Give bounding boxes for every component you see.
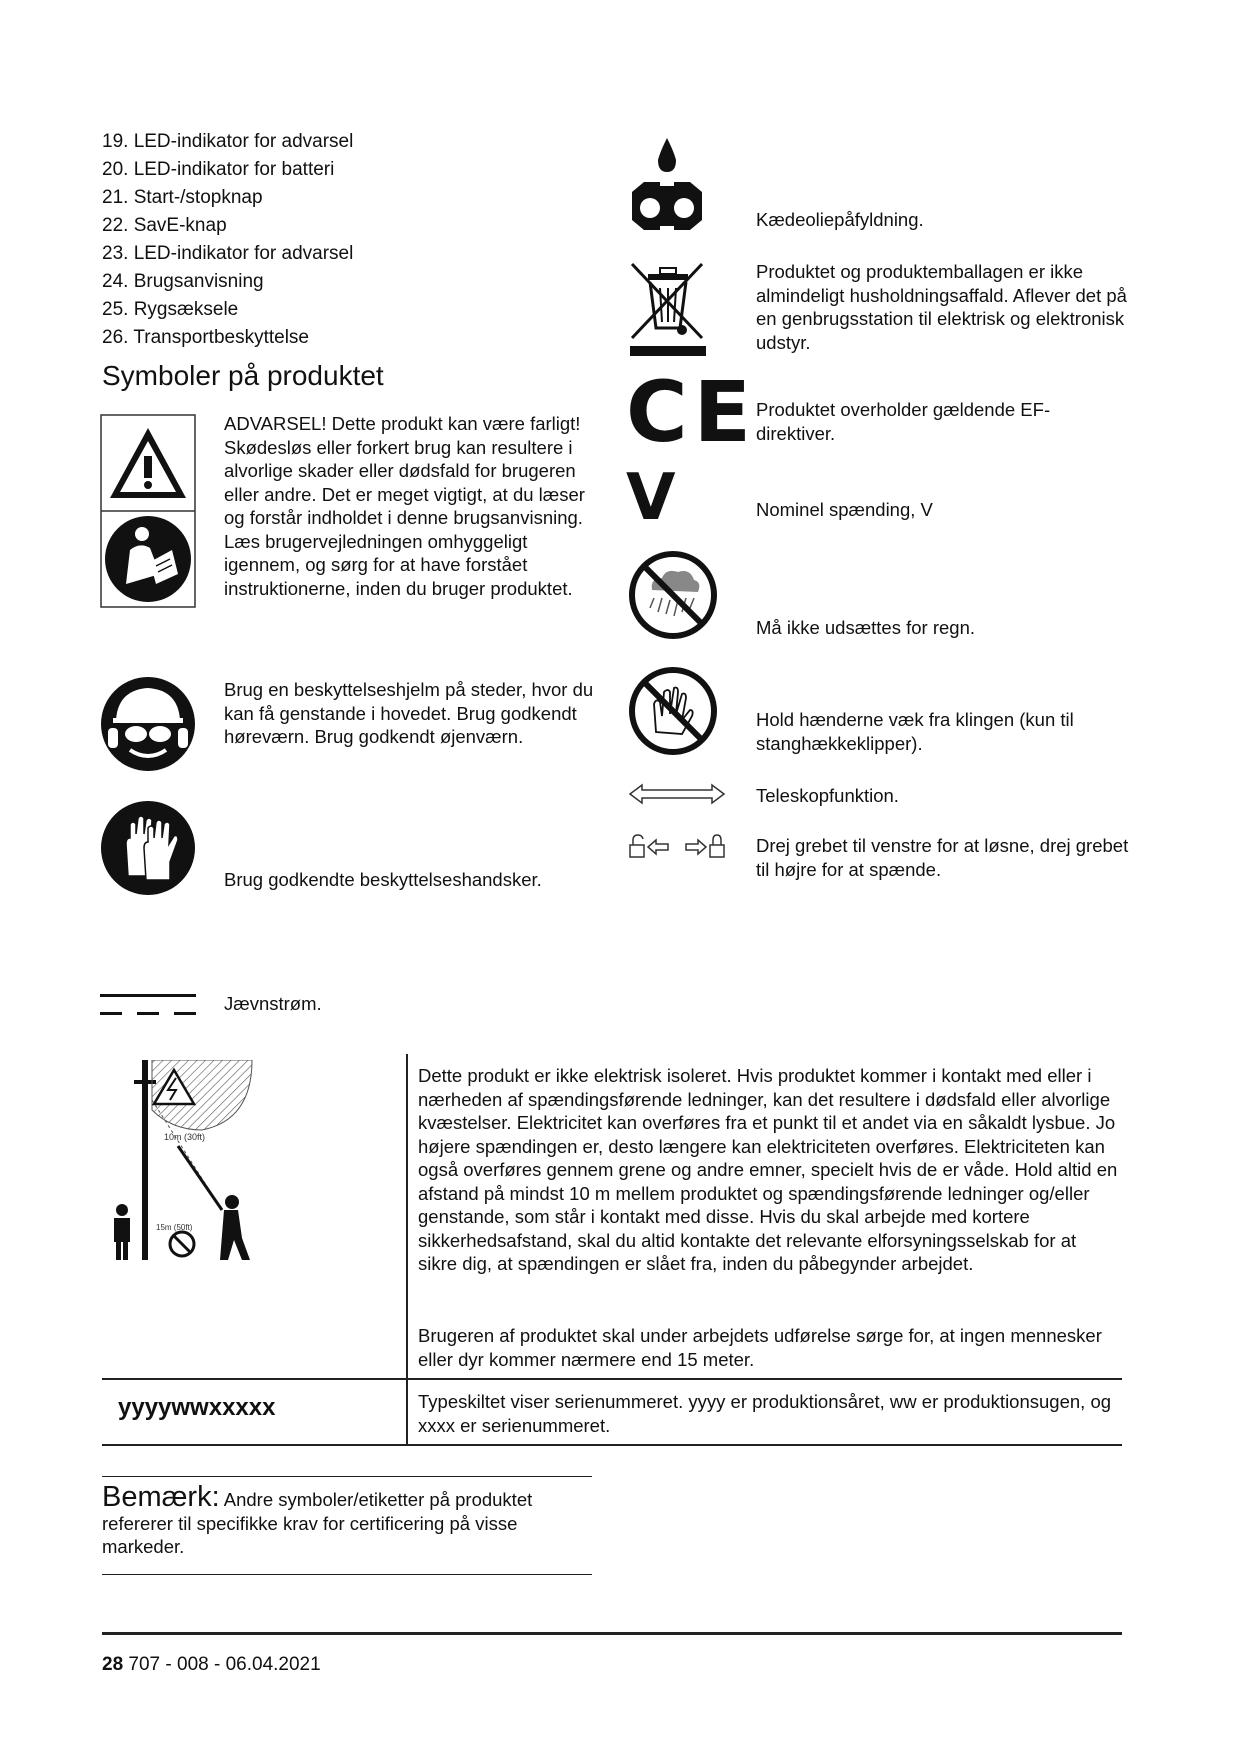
- page-number: 28: [102, 1654, 124, 1675]
- warning-text: ADVARSEL! Dette produkt kan være farligt! Skødesløs eller forkert brug kan resultere i alvorlige skader eller dødsfald for brugeren eller andre. Det er meget vigtigt, at du læser og forstår indholdet i denne brugsanvisning. Læs brugervejledningen omhyggeligt igennem, og sørg for at have forstået instruktionerne, inden du bruger produktet.: [224, 413, 585, 599]
- gloves-icon: [100, 800, 196, 896]
- list-item: 22. SavE-knap: [102, 215, 227, 236]
- footer: [102, 1654, 321, 1676]
- note: [102, 1481, 582, 1559]
- helmet-text: Brug en beskyttelseshjelm på steder, hvor du kan få genstande i hovedet. Brug godkendt høreværn. Brug godkendt øjenværn.: [224, 679, 594, 747]
- far-distance-label: 15m (50ft): [156, 1223, 193, 1232]
- warning-manual-icon-box: [100, 414, 196, 608]
- list-item: 20. LED-indikator for batteri: [102, 159, 335, 180]
- twist-text: Drej grebet til venstre for at løsne, drej grebet til højre for at spænde.: [756, 835, 1129, 880]
- power-line-distance-icon: [112, 1060, 262, 1260]
- weee-text: Produktet og produktemballagen er ikke almindeligt husholdningsaffald. Aflever det på en genbrugsstation til elektrisk og elektronisk udstyr.: [756, 261, 1127, 353]
- list-item: 21. Start-/stopknap: [102, 187, 263, 208]
- hands-text: Hold hænderne væk fra klingen (kun til stanghækkeklipper).: [756, 709, 1074, 754]
- list-item: 26. Transportbeskyttelse: [102, 327, 309, 348]
- serial-code: yyyywwxxxxx: [118, 1394, 276, 1421]
- list-item: 24. Brugsanvisning: [102, 271, 264, 292]
- helmet-earmuff-goggles-icon: [100, 676, 196, 772]
- dc-text: Jævnstrøm.: [224, 993, 322, 1014]
- section-title: Symboler på produktet: [102, 360, 384, 391]
- no-hands-blade-icon: [628, 666, 718, 756]
- chain-oil-icon: [626, 138, 708, 234]
- table-divider: [102, 1444, 1122, 1446]
- weee-bin-icon: [626, 258, 708, 358]
- note-rule-bottom: [102, 1574, 592, 1575]
- note-rule-top: [102, 1476, 592, 1477]
- no-rain-icon: [628, 550, 718, 640]
- electric-warning-text: Dette produkt er ikke elektrisk isoleret. Hvis produktet kommer i kontakt med eller i nærheden af spændingsførende ledninger, kan det resultere i dødsfald eller alvorlige kvæstelser. Elektricitet kan overføres fra et punkt til et andet via en såkaldt lysbue. Jo højere spændingen er, desto længere kan elektriciteten overføres. Elektriciteten kan også overføres gennem grene og andre emner, specielt hvis de er våde. Hold altid en afstand på mindst 10 m mellem produktet og spændingsførende ledninger og/eller genstande, som står i kontakt med disse. Hvis du skal arbejde med kortere sikkerhedsafstand, skal du altid kontakte det relevante elforsyningsselskab for at sikre dig, at spændingen er slået fra, inden du påbegynder arbejdet.: [418, 1065, 1118, 1274]
- list-item: 19. LED-indikator for advarsel: [102, 131, 354, 152]
- chain-oil-text: Kædeoliepåfyldning.: [756, 209, 924, 230]
- direct-current-icon: [100, 990, 196, 1020]
- gloves-text: Brug godkendte beskyttelseshandsker.: [224, 869, 542, 890]
- twist-lock-unlock-icon: [628, 834, 726, 860]
- ce-text: Produktet overholder gældende EF-direktiver.: [756, 399, 1051, 444]
- people-distance-text: Brugeren af produktet skal under arbejdets udførelse sørge for, at ingen mennesker eller dyr kommer nærmere end 15 meter.: [418, 1325, 1102, 1370]
- list-item: 25. Rygsæksele: [102, 299, 239, 320]
- doc-id: 707 - 008 - 06.04.2021: [123, 1654, 321, 1675]
- volt-icon: V: [626, 461, 676, 535]
- note-text: Andre symboler/etiketter på produktet refererer til specifikke krav for certificering på visse markeder.: [102, 1489, 533, 1557]
- footer-rule: [102, 1632, 1122, 1635]
- volt-text: Nominel spænding, V: [756, 499, 933, 520]
- telescope-text: Teleskopfunktion.: [756, 785, 899, 806]
- list-item: 23. LED-indikator for advarsel: [102, 243, 354, 264]
- serial-text: Typeskiltet viser serienummeret. yyyy er produktionsåret, ww er produktionsugen, og xxxx er serienummeret.: [418, 1391, 1112, 1436]
- read-manual-icon: [105, 516, 191, 602]
- telescope-arrow-icon: [628, 782, 726, 806]
- near-distance-label: 10m (30ft): [164, 1132, 206, 1142]
- parts-list: [102, 128, 353, 352]
- note-title: Bemærk:: [102, 1481, 220, 1513]
- table-divider: [102, 1378, 1122, 1380]
- ce-mark-icon: CE: [626, 363, 758, 461]
- rain-text: Må ikke udsættes for regn.: [756, 617, 976, 638]
- table-divider-vertical: [406, 1054, 408, 1444]
